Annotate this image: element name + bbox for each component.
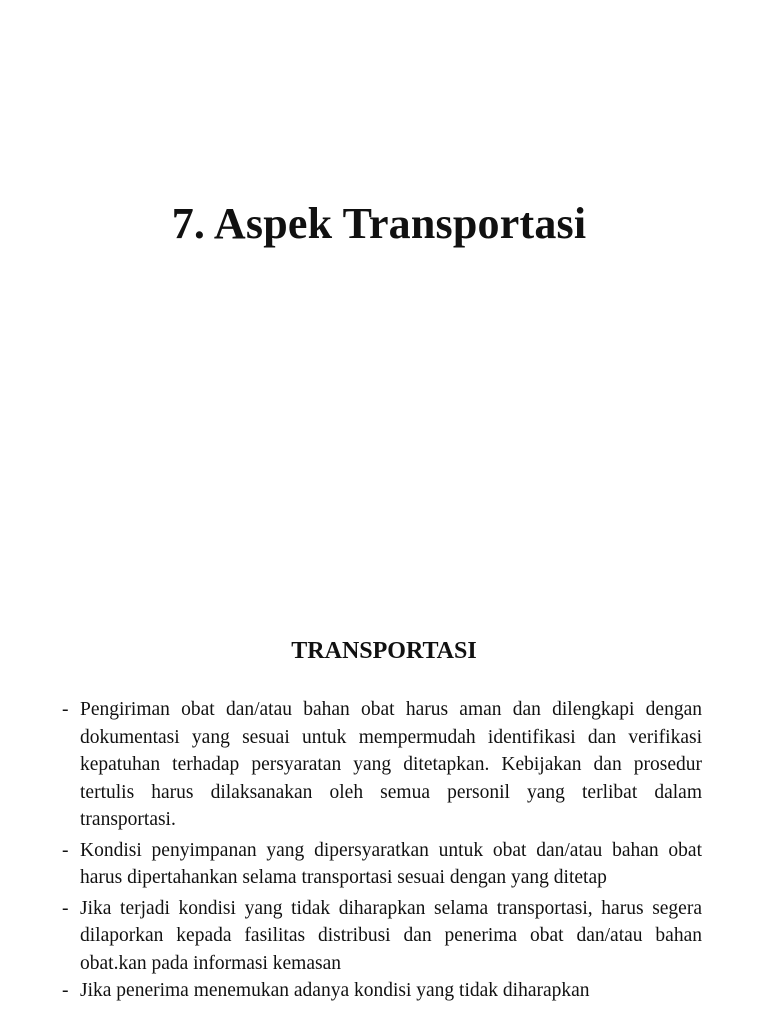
bullet-text: Pengiriman obat dan/atau bahan obat harus aman dan dilengkapi dengan dokumentasi yang sesuai untuk mempermudah identifikasi dan verifikasi kepatuhan terhadap persyaratan yang ditetapkan. Kebijakan dan prosedur tertulis harus dilaksanakan oleh semua personil yang terlibat dalam transportasi. [80, 699, 702, 830]
bullet-item [62, 977, 702, 1005]
slide-title: 7. Aspek Transportasi [171, 199, 587, 248]
bullet-item [62, 837, 702, 892]
bullet-text: Jika penerima menemukan adanya kondisi yang tidak diharapkan [80, 980, 590, 1001]
bullet-dash: - [62, 839, 69, 861]
bullet-list [62, 696, 702, 1008]
bullet-item [62, 895, 702, 978]
bullet-text: Jika terjadi kondisi yang tidak diharapkan selama transportasi, harus segera dilaporkan kepada fasilitas distribusi dan penerima obat dan/atau bahan obat.kan pada informasi kemasan [80, 897, 702, 974]
bullet-dash: - [62, 897, 69, 919]
section-heading: TRANSPORTASI [291, 638, 477, 664]
bullet-text: Kondisi penyimpanan yang dipersyaratkan untuk obat dan/atau bahan obat harus dipertahankan selama transportasi sesuai dengan yang ditetap [80, 839, 702, 888]
bullet-dash: - [62, 699, 69, 720]
bullet-dash: - [62, 980, 69, 1001]
bullet-item [62, 696, 702, 834]
